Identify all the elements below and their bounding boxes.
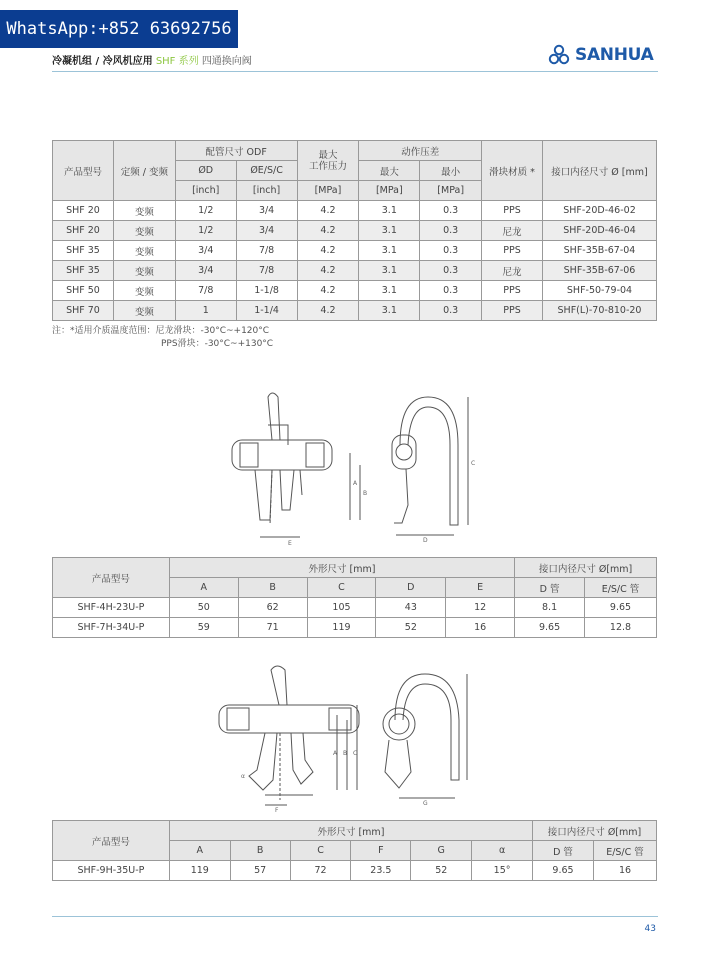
valve-drawing-1: [210, 385, 500, 550]
th-model: 产品型号: [53, 821, 170, 861]
cell: PPS: [482, 201, 543, 221]
table-row: [53, 861, 657, 881]
dim-label-b: B: [363, 490, 368, 497]
cell: 7/8: [236, 241, 297, 261]
cell: PPS: [482, 241, 543, 261]
cell: 4.2: [297, 261, 359, 281]
cell: 0.3: [420, 241, 482, 261]
cell: 59: [169, 618, 238, 638]
th-esc-pipe: E/S/C 管: [593, 841, 656, 861]
cell: SHF-20D-46-02: [543, 201, 657, 221]
th-bore: 接口内径尺寸 Ø[mm]: [515, 558, 657, 578]
dim-label-c: C: [353, 750, 358, 757]
note-line-1: 注：*适用介质温度范围：尼龙滑块：-30°C~+120°C: [52, 326, 270, 336]
th-bore: 接口内径尺寸 Ø [mm]: [543, 141, 657, 201]
cell: 4.2: [297, 301, 359, 321]
cell: 尼龙: [482, 221, 543, 241]
cell: 50: [169, 598, 238, 618]
cell: 71: [238, 618, 307, 638]
cell: 变频: [113, 201, 175, 221]
cell: 3.1: [359, 301, 420, 321]
dimension-table-2: [52, 820, 657, 881]
cell: 12.8: [585, 618, 657, 638]
cell: 3.1: [359, 241, 420, 261]
cell: 3.1: [359, 261, 420, 281]
cell: 4.2: [297, 221, 359, 241]
th-diff-max: 最大: [359, 161, 420, 181]
th-model: 产品型号: [53, 558, 170, 598]
cell: 变频: [113, 261, 175, 281]
th-col: B: [230, 841, 290, 861]
sanhua-logo-icon: [548, 44, 570, 66]
cell: 0.3: [420, 201, 482, 221]
cell: 4.2: [297, 201, 359, 221]
page-header: [52, 52, 252, 67]
dim-label-c: C: [471, 460, 476, 467]
table-row: [53, 281, 657, 301]
cell: 0.3: [420, 261, 482, 281]
spec-table: [52, 140, 657, 321]
cell: SHF-35B-67-06: [543, 261, 657, 281]
cell: 52: [376, 618, 446, 638]
header-divider: [52, 71, 658, 72]
unit-mpa: [MPa]: [420, 181, 482, 201]
cell: 15°: [472, 861, 533, 881]
th-dims: 外形尺寸 [mm]: [169, 558, 514, 578]
cell: SHF-50-79-04: [543, 281, 657, 301]
cell: 尼龙: [482, 261, 543, 281]
th-d-pipe: D 管: [533, 841, 594, 861]
cell: PPS: [482, 281, 543, 301]
cell: SHF(L)-70-810-20: [543, 301, 657, 321]
dim-label-alpha: α: [241, 773, 245, 780]
sanhua-logo: [548, 40, 658, 70]
header-series: SHF 系列: [155, 56, 199, 67]
cell: 3.1: [359, 221, 420, 241]
cell: 12: [446, 598, 515, 618]
cell: 9.65: [515, 618, 585, 638]
table-row: [53, 618, 657, 638]
cell: SHF-9H-35U-P: [53, 861, 170, 881]
cell: 变频: [113, 301, 175, 321]
cell: PPS: [482, 301, 543, 321]
cell: 57: [230, 861, 290, 881]
cell: 9.65: [533, 861, 594, 881]
table-row: [53, 241, 657, 261]
table-row: [53, 261, 657, 281]
note-line-2: PPS滑块：-30°C~+130°C: [161, 339, 274, 349]
table-row: [53, 221, 657, 241]
unit-mpa: [MPa]: [297, 181, 359, 201]
dim-label-d: D: [423, 537, 428, 544]
cell: SHF 20: [53, 221, 114, 241]
th-d-pipe: D 管: [515, 578, 585, 598]
cell: 1-1/8: [236, 281, 297, 301]
th-diff-min: 最小: [420, 161, 482, 181]
cell: 7/8: [236, 261, 297, 281]
cell: 3.1: [359, 201, 420, 221]
th-esc-pipe: E/S/C 管: [585, 578, 657, 598]
cell: 43: [376, 598, 446, 618]
cell: SHF-20D-46-04: [543, 221, 657, 241]
unit-mpa: [MPa]: [359, 181, 420, 201]
cell: 1-1/4: [236, 301, 297, 321]
th-col: A: [169, 578, 238, 598]
header-category: 冷凝机组 / 冷风机应用: [52, 56, 153, 67]
th-col: F: [351, 841, 411, 861]
dim-label-a: A: [333, 750, 338, 757]
cell: SHF 70: [53, 301, 114, 321]
th-col: G: [411, 841, 472, 861]
dimension-table-1: [52, 557, 657, 638]
cell: 4.2: [297, 241, 359, 261]
cell: 72: [290, 861, 351, 881]
th-od: ØD: [175, 161, 236, 181]
th-max-pressure-l1: 最大: [318, 149, 338, 161]
table-row: [53, 201, 657, 221]
table-row: [53, 301, 657, 321]
cell: 3/4: [236, 201, 297, 221]
cell: 0.3: [420, 301, 482, 321]
cell: 9.65: [585, 598, 657, 618]
table-row: [53, 598, 657, 618]
page-number: 43: [644, 924, 656, 934]
th-col: E: [446, 578, 515, 598]
temperature-note: [52, 325, 273, 351]
cell: 1: [175, 301, 236, 321]
th-col: C: [290, 841, 351, 861]
cell: SHF-7H-34U-P: [53, 618, 170, 638]
cell: 7/8: [175, 281, 236, 301]
dim-label-f: F: [275, 807, 279, 814]
cell: 8.1: [515, 598, 585, 618]
cell: 105: [307, 598, 376, 618]
cell: 变频: [113, 281, 175, 301]
cell: SHF-35B-67-04: [543, 241, 657, 261]
cell: SHF 35: [53, 261, 114, 281]
cell: 0.3: [420, 221, 482, 241]
cell: 3.1: [359, 281, 420, 301]
cell: 0.3: [420, 281, 482, 301]
cell: SHF 50: [53, 281, 114, 301]
th-col: C: [307, 578, 376, 598]
cell: 3/4: [175, 241, 236, 261]
cell: SHF-4H-23U-P: [53, 598, 170, 618]
cell: SHF 20: [53, 201, 114, 221]
brand-name: SANHUA: [575, 45, 654, 65]
cell: 4.2: [297, 281, 359, 301]
cell: 62: [238, 598, 307, 618]
th-type: 定频 / 变频: [113, 141, 175, 201]
th-slider: 滑块材质 *: [482, 141, 543, 201]
th-col: α: [472, 841, 533, 861]
cell: 变频: [113, 241, 175, 261]
th-bore: 接口内径尺寸 Ø[mm]: [533, 821, 657, 841]
cell: 23.5: [351, 861, 411, 881]
th-max-pressure-l2: 工作压力: [308, 160, 347, 172]
valve-drawing-2: [205, 660, 495, 815]
unit-inch: [inch]: [236, 181, 297, 201]
cell: 119: [307, 618, 376, 638]
dim-label-b: B: [343, 750, 348, 757]
th-max-pressure: [297, 141, 359, 181]
dim-label-g: G: [423, 800, 428, 807]
th-diff-pressure: 动作压差: [359, 141, 482, 161]
dim-label-e: E: [288, 540, 292, 547]
cell: 16: [446, 618, 515, 638]
cell: 52: [411, 861, 472, 881]
cell: 3/4: [236, 221, 297, 241]
th-col: A: [169, 841, 230, 861]
cell: 变频: [113, 221, 175, 241]
th-col: B: [238, 578, 307, 598]
dim-label-a: A: [353, 480, 358, 487]
header-desc: 四通换向阀: [201, 56, 252, 67]
th-col: D: [376, 578, 446, 598]
unit-inch: [inch]: [175, 181, 236, 201]
th-oesc: ØE/S/C: [236, 161, 297, 181]
cell: 16: [593, 861, 656, 881]
cell: 1/2: [175, 201, 236, 221]
th-dims: 外形尺寸 [mm]: [169, 821, 532, 841]
footer-divider: [52, 916, 658, 917]
whatsapp-watermark: WhatsApp:+852 63692756: [0, 10, 238, 48]
cell: 1/2: [175, 221, 236, 241]
cell: 119: [169, 861, 230, 881]
th-model: 产品型号: [53, 141, 114, 201]
th-odf: 配管尺寸 ODF: [175, 141, 297, 161]
cell: 3/4: [175, 261, 236, 281]
cell: SHF 35: [53, 241, 114, 261]
